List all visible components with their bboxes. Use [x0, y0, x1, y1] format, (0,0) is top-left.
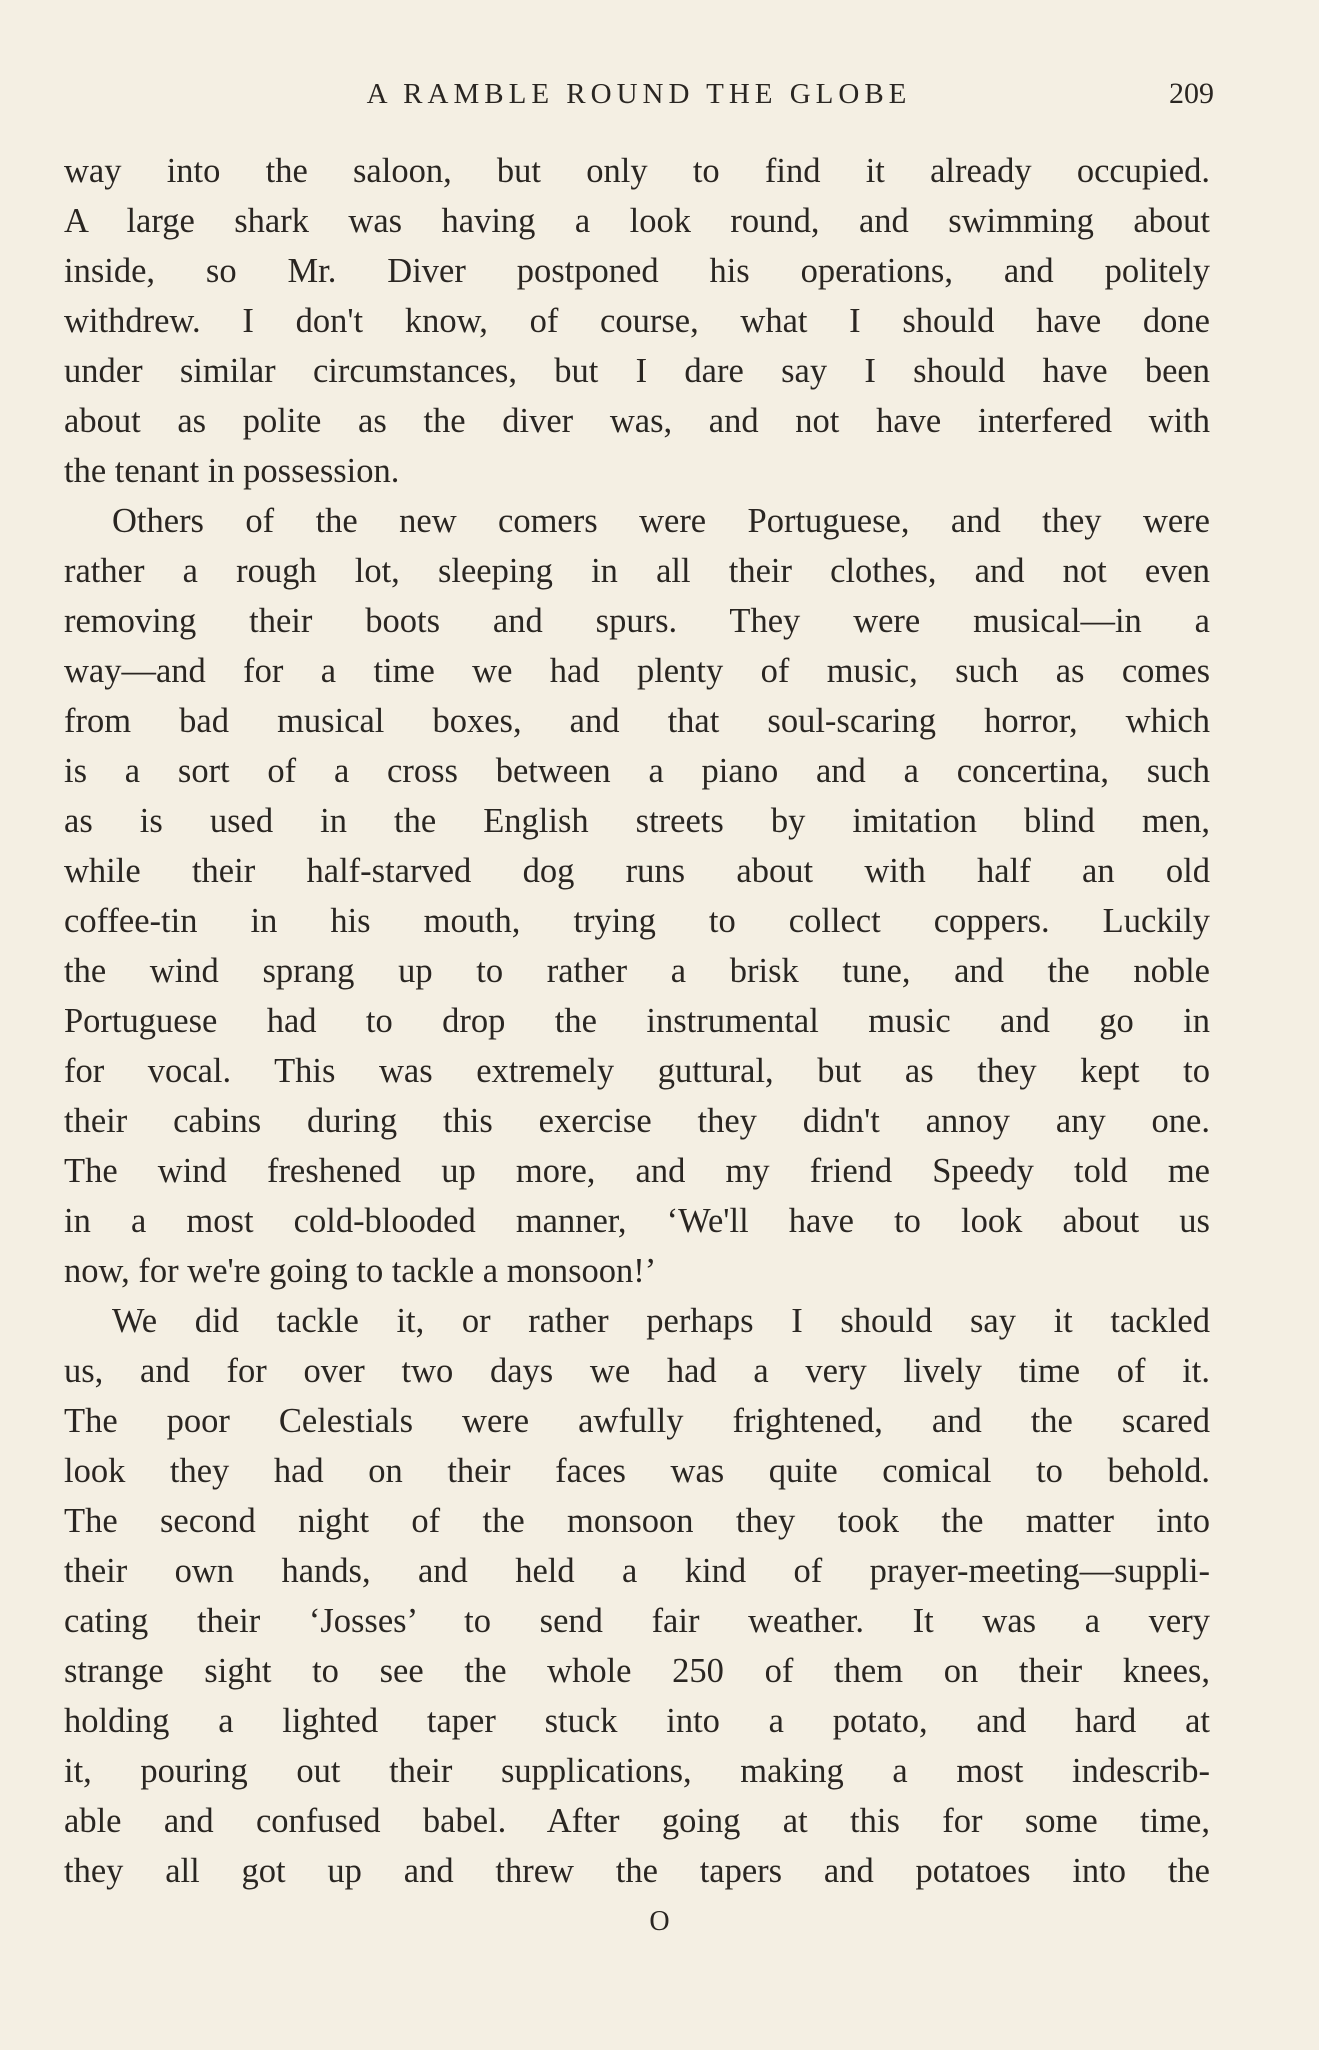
page-number: 209 — [1169, 77, 1214, 110]
text-line: way—and for a time we had plenty of music, such as comes — [64, 652, 1210, 690]
text-line: us, and for over two days we had a very lively time of it. — [64, 1352, 1210, 1390]
text-line: as is used in the English streets by imitation blind men, — [64, 802, 1210, 840]
text-line: inside, so Mr. Diver postponed his operations, and politely — [64, 252, 1210, 290]
text-line: way into the saloon, but only to find it already occupied. — [64, 152, 1210, 190]
text-line: under similar circumstances, but I dare say I should have been — [64, 352, 1210, 390]
signature-mark: O — [649, 1906, 670, 1937]
text-line: Portuguese had to drop the instrumental music and go in — [64, 1002, 1210, 1040]
text-line: removing their boots and spurs. They were musical—in a — [64, 602, 1210, 640]
text-line: The wind freshened up more, and my friend Speedy told me — [64, 1152, 1210, 1190]
text-line: We did tackle it, or rather perhaps I should say it tackled — [112, 1302, 1210, 1340]
text-line: cating their ‘Josses’ to send fair weather. It was a very — [64, 1602, 1210, 1640]
text-line: in a most cold-blooded manner, ‘We'll have to look about us — [64, 1202, 1210, 1240]
text-line: The second night of the monsoon they took the matter into — [64, 1502, 1210, 1540]
text-line: Others of the new comers were Portuguese, and they were — [112, 502, 1210, 540]
text-line: look they had on their faces was quite comical to behold. — [64, 1452, 1210, 1490]
text-line: it, pouring out their supplications, making a most indescrib- — [64, 1752, 1210, 1790]
text-line: The poor Celestials were awfully frightened, and the scared — [64, 1402, 1210, 1440]
text-line: strange sight to see the whole 250 of them on their knees, — [64, 1652, 1210, 1690]
text-line: A large shark was having a look round, and swimming about — [64, 202, 1210, 240]
text-line: withdrew. I don't know, of course, what I should have done — [64, 302, 1210, 340]
text-line: while their half-starved dog runs about with half an old — [64, 852, 1210, 890]
text-line: able and confused babel. After going at this for some time, — [64, 1802, 1210, 1840]
text-line: for vocal. This was extremely guttural, but as they kept to — [64, 1052, 1210, 1090]
text-line: from bad musical boxes, and that soul-scaring horror, which — [64, 702, 1210, 740]
text-line: their cabins during this exercise they didn't annoy any one. — [64, 1102, 1210, 1140]
running-title: A RAMBLE ROUND THE GLOBE — [366, 78, 912, 110]
text-line: rather a rough lot, sleeping in all their clothes, and not even — [64, 552, 1210, 590]
text-line: holding a lighted taper stuck into a potato, and hard at — [64, 1702, 1210, 1740]
text-line: now, for we're going to tackle a monsoon!’ — [64, 1252, 657, 1290]
running-head — [64, 74, 1214, 114]
text-line: about as polite as the diver was, and not have interfered with — [64, 402, 1210, 440]
text-line: the wind sprang up to rather a brisk tune, and the noble — [64, 952, 1210, 990]
text-line: coffee-tin in his mouth, trying to collect coppers. Luckily — [64, 902, 1210, 940]
body-text — [64, 146, 1210, 1896]
text-line: the tenant in possession. — [64, 452, 400, 490]
text-line: their own hands, and held a kind of prayer-meeting—suppli- — [64, 1552, 1210, 1590]
text-line: they all got up and threw the tapers and potatoes into the — [64, 1852, 1210, 1890]
text-line: is a sort of a cross between a piano and a concertina, such — [64, 752, 1210, 790]
